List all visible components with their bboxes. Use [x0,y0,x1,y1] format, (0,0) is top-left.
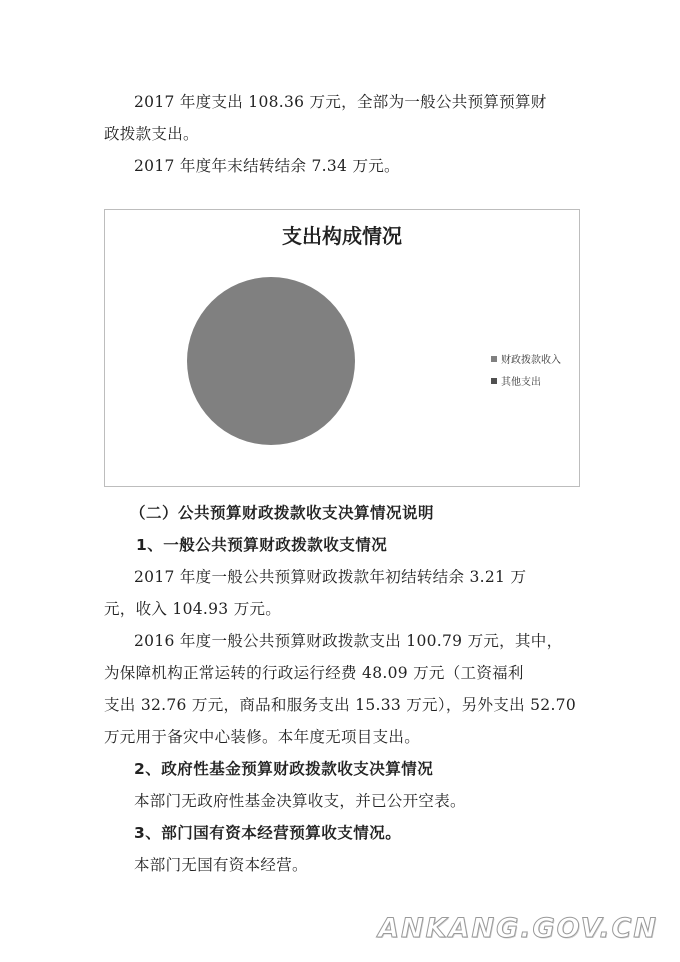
paragraph-fund: 本部门无政府性基金决算收支，并已公开空表。 [134,792,466,810]
expense-pie-chart [104,209,580,487]
legend-label-other: 其他支出 [501,377,541,388]
pie-canvas [105,210,579,486]
paragraph-2016-line1: 2016 年度一般公共预算财政拨款支出 100.79 万元，其中， [134,632,563,650]
paragraph-2016-line2: 为保障机构正常运转的行政运行经费 48.09 万元（工资福利 [104,664,524,682]
legend-item-other [491,373,541,388]
paragraph-balance-line1: 2017 年度一般公共预算财政拨款年初结转结余 3.21 万 [134,568,527,586]
paragraph-2016-line4: 万元用于备灾中心装修。本年度无项目支出。 [104,728,421,746]
paragraph-2016-line3: 支出 32.76 万元，商品和服务支出 15.33 万元），另外支出 52.70 [104,696,577,714]
section-2-3-title: 3、部门国有资本经营预算收支情况。 [134,824,402,842]
legend-swatch-other [491,378,497,384]
paragraph-expense-line1: 2017 年度支出 108.36 万元，全部为一般公共预算预算财 [134,93,547,111]
section-2-title: （二）公共预算财政拨款收支决算情况说明 [130,504,435,522]
paragraph-expense-line2: 政拨款支出。 [104,125,199,143]
pie-slice-fiscal [187,277,355,445]
paragraph-capital: 本部门无国有资本经营。 [134,856,308,874]
paragraph-balance-line2: 元，收入 104.93 万元。 [104,600,282,618]
watermark-logo: ANKANG.GOV.CN [378,913,658,944]
chart-title: 支出构成情况 [282,224,402,248]
legend-swatch-fiscal [491,356,497,362]
legend-item-fiscal [491,351,561,366]
section-2-2-title: 2、政府性基金预算财政拨款收支决算情况 [134,760,434,778]
paragraph-carryover: 2017 年度年末结转结余 7.34 万元。 [134,157,400,175]
section-2-1-title: 1、一般公共预算财政拨款收支情况 [136,536,388,554]
legend-label-fiscal: 财政拨款收入 [501,355,561,366]
